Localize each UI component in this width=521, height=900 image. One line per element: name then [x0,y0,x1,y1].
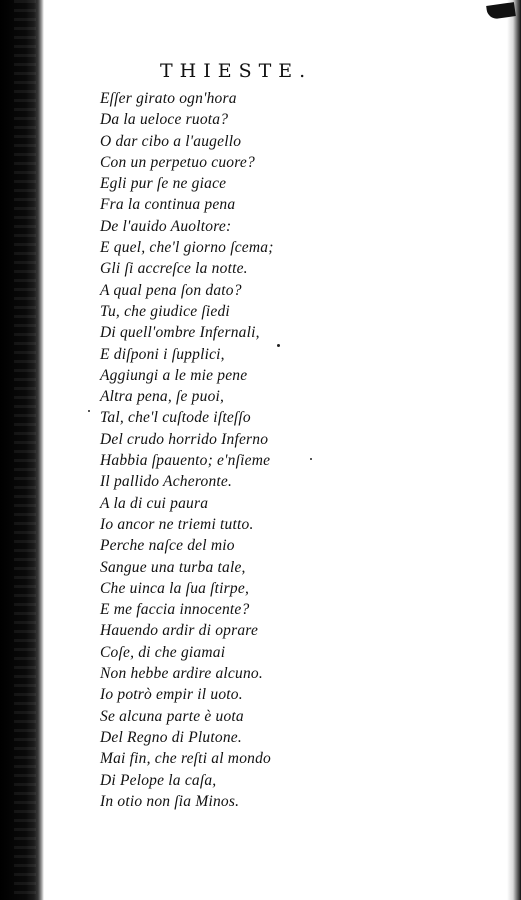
verse-line: Hauendo ardir di oprare [100,622,259,640]
ink-speck [277,344,280,347]
verse-line: De l'auido Auoltore: [100,217,232,235]
ink-speck [88,410,90,412]
gutter-texture [14,0,36,900]
verse-line: Gli ſi accreſce la notte. [100,260,248,278]
verse-line: E me faccia innocente? [100,601,250,619]
verse-line: Aggiungi a le mie pene [100,366,248,384]
running-head: THIESTE. [160,60,313,82]
verse-line: Il pallido Acheronte. [100,473,233,491]
verse-line: E quel, che'l giorno ſcema; [100,239,274,257]
verse-list [100,88,274,812]
verse-line: Da la ueloce ruota? [100,111,229,129]
verse-line: Habbia ſpauento; e'nſieme [100,452,271,470]
verse-line: Che uinca la ſua ſtirpe, [100,579,250,597]
verse-line: Io ancor ne triemi tutto. [100,515,254,533]
verse-line: Non hebbe ardire alcuno. [100,665,263,683]
verse-line: Del Regno di Plutone. [100,728,242,746]
verse-line: Del crudo horrido Inferno [100,430,269,448]
verse-line: Con un perpetuo cuore? [100,153,255,171]
verse-line: Egli pur ſe ne giace [100,175,227,193]
verse-line: A qual pena ſon dato? [100,281,242,299]
verse-line: Eſſer girato ogn'hora [100,90,237,107]
verse-line: Io potrò empir il uoto. [100,686,243,704]
verse-line: Mai fin, che reſti al mondo [100,750,271,768]
verse-line: Perche naſce del mio [100,537,235,555]
verse-line: Se alcuna parte è uota [100,707,244,725]
verse-line: Altra pena, ſe puoi, [100,388,225,406]
verse-line: E diſponi i ſupplici, [100,345,225,363]
verse-line: Di Pelope la caſa, [100,771,217,789]
verse-line: A la di cui paura [100,494,209,512]
ink-speck [310,458,312,460]
verse-line: Di quell'ombre Infernali, [100,324,260,342]
page-right-edge [507,0,521,900]
verse-line: O dar cibo a l'augello [100,132,242,150]
verse-line: Tu, che giudice ſiedi [100,302,230,320]
verse-line: Tal, che'l cuſtode iſteſſo [100,409,251,427]
verse-line: Sangue una turba tale, [100,558,246,576]
verse-line: Coſe, di che giamai [100,643,226,661]
verse-line: In otio non ſia Minos. [100,792,240,810]
verse-line: Fra la continua pena [100,196,236,214]
